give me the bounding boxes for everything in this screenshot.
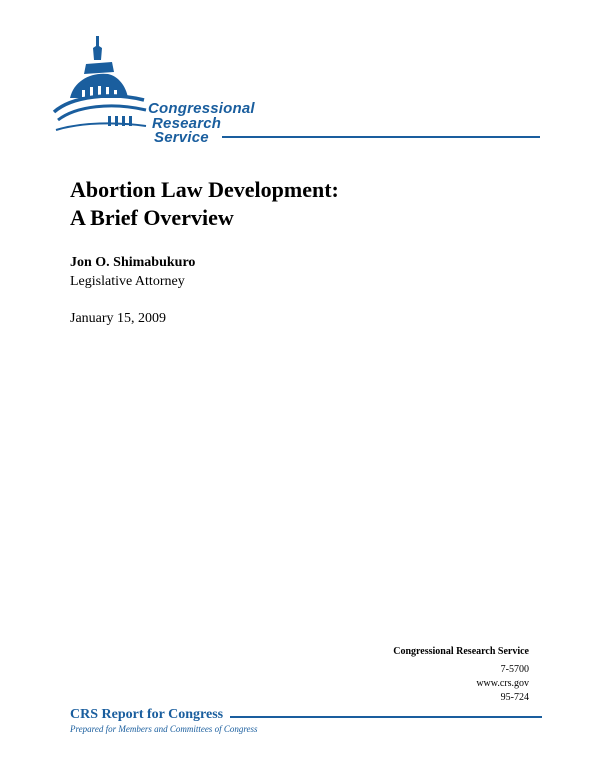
logo-line-service: Service <box>154 129 209 146</box>
crs-logo <box>52 34 272 146</box>
logo-line-congressional: Congressional <box>148 100 255 117</box>
report-date: January 15, 2009 <box>70 311 167 326</box>
capitol-dome-icon <box>52 34 148 146</box>
report-title <box>70 176 339 232</box>
crs-info-block <box>393 645 529 705</box>
footer-title: CRS Report for Congress <box>70 707 224 722</box>
footer-subtitle: Prepared for Members and Committees of Congress <box>70 724 258 734</box>
header-rule <box>222 136 540 138</box>
crs-website[interactable]: www.crs.gov <box>476 678 529 689</box>
author-name: Jon O. Shimabukuro <box>70 255 196 270</box>
crs-phone: 7-5700 <box>500 664 529 675</box>
author-title: Legislative Attorney <box>70 274 185 289</box>
logo-wordmark <box>148 102 255 146</box>
crs-org-name: Congressional Research Service <box>393 646 529 657</box>
report-title-line-2: A Brief Overview <box>70 205 234 230</box>
report-title-line-1: Abortion Law Development: <box>70 177 339 202</box>
crs-report-number: 95-724 <box>500 692 529 703</box>
logo-line-research: Research <box>152 114 222 132</box>
footer-rule <box>230 716 542 718</box>
